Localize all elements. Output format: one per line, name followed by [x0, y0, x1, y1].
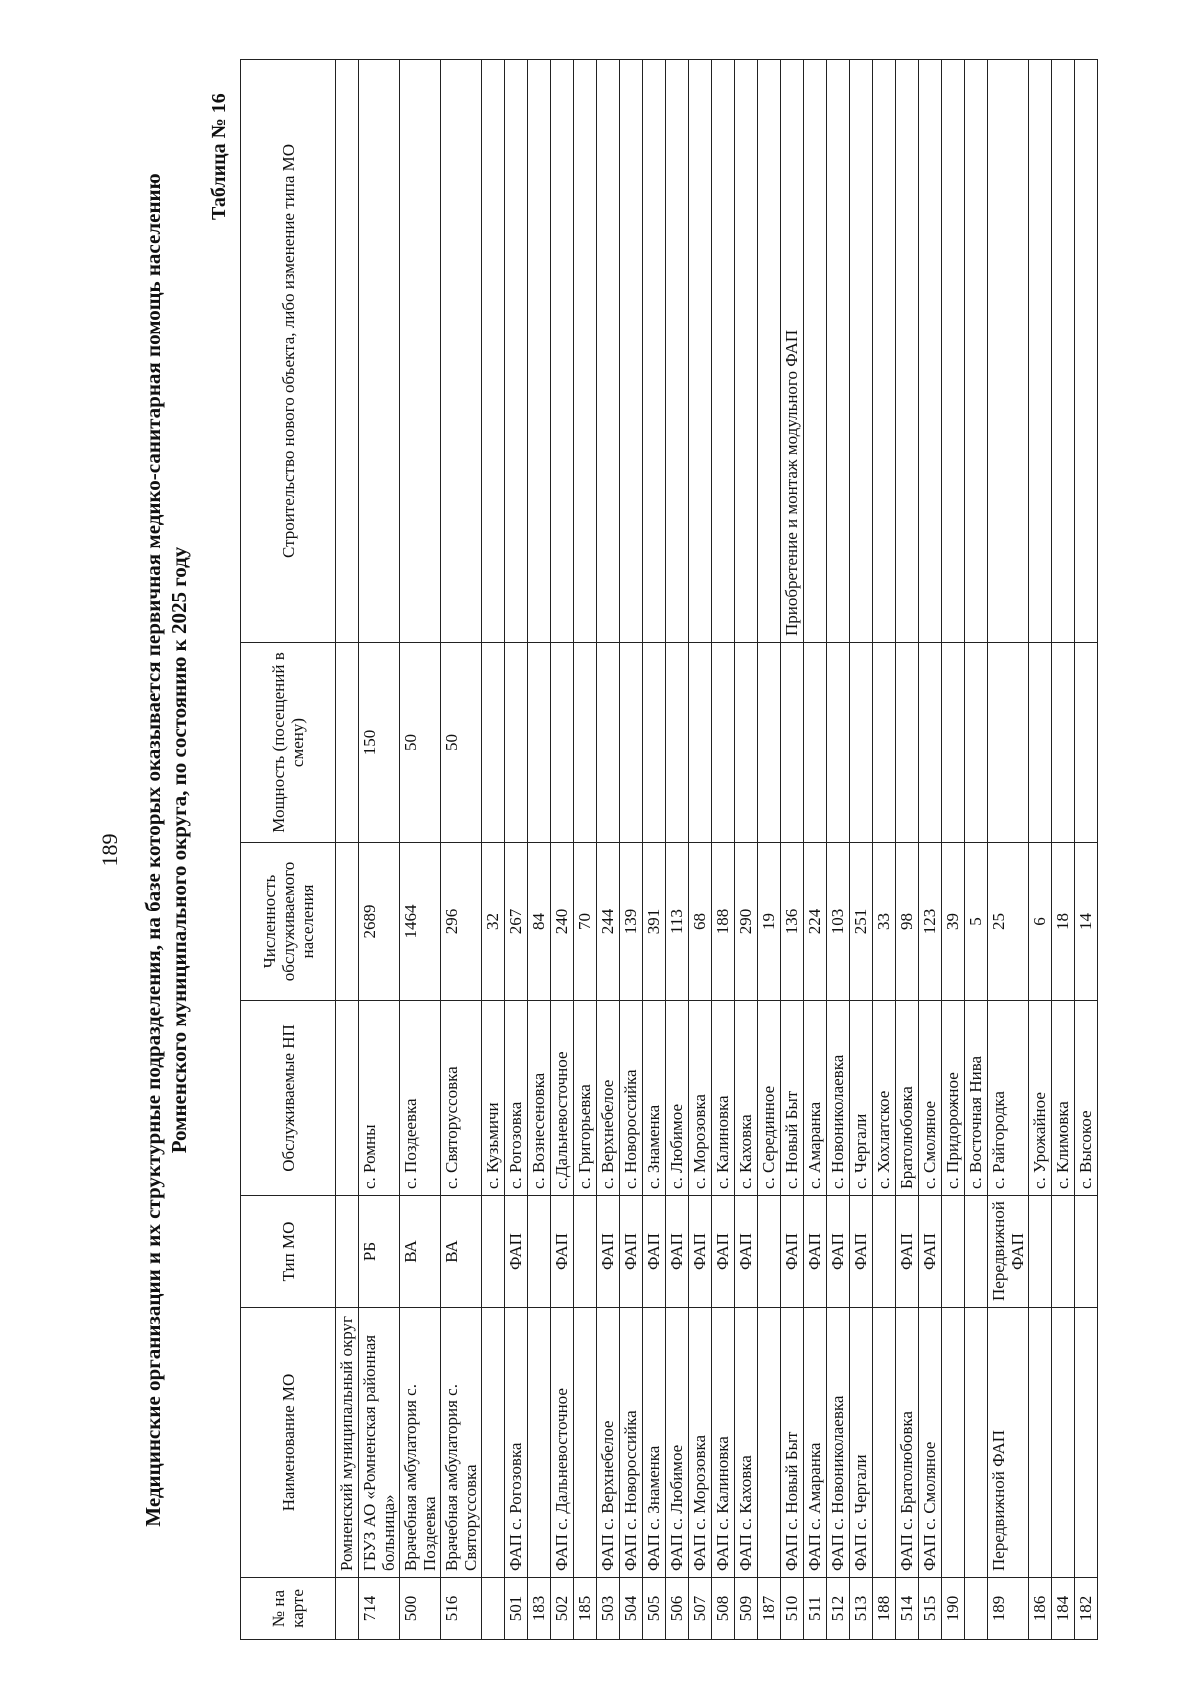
- row-population: 251: [850, 843, 873, 1001]
- row-settlement: с.Дальневосточное: [551, 1001, 574, 1196]
- row-capacity: [896, 643, 919, 843]
- row-construction: [359, 60, 400, 643]
- table-row: [441, 60, 482, 1640]
- row-construction: [597, 60, 620, 643]
- table-row: [827, 60, 850, 1640]
- row-capacity: [1029, 643, 1052, 843]
- row-num: 513: [850, 1578, 873, 1640]
- header-num: № на карте: [241, 1578, 336, 1640]
- row-population: 296: [441, 843, 482, 1001]
- row-num: 509: [735, 1578, 758, 1640]
- table-row: [873, 60, 896, 1640]
- row-construction: [942, 60, 965, 643]
- header-capacity: Мощность (посещений в смену): [241, 643, 336, 843]
- row-type: ФАП: [735, 1196, 758, 1308]
- row-construction: [896, 60, 919, 643]
- row-capacity: [942, 643, 965, 843]
- row-population: 19: [758, 843, 781, 1001]
- table-row: [1075, 60, 1098, 1640]
- row-type: ФАП: [597, 1196, 620, 1308]
- header-name: Наименование МО: [241, 1308, 336, 1578]
- row-settlement: с. Климовка: [1052, 1001, 1075, 1196]
- row-population: 98: [896, 843, 919, 1001]
- row-type: ВА: [400, 1196, 441, 1308]
- row-population: 244: [597, 843, 620, 1001]
- row-settlement: с. Новониколаевка: [827, 1001, 850, 1196]
- row-name: ФАП с. Любимое: [666, 1308, 689, 1578]
- district-name: Ромненский муниципальный округ: [336, 1308, 359, 1578]
- row-settlement: с. Любимое: [666, 1001, 689, 1196]
- row-type: [1029, 1196, 1052, 1308]
- table-row: [597, 60, 620, 1640]
- table-row: [850, 60, 873, 1640]
- row-settlement: с. Новый Быт: [781, 1001, 804, 1196]
- table-row: [735, 60, 758, 1640]
- row-settlement: с. Райгородка: [988, 1001, 1029, 1196]
- row-num: 508: [712, 1578, 735, 1640]
- row-name: ФАП с. Амаранка: [804, 1308, 827, 1578]
- row-capacity: [988, 643, 1029, 843]
- table-row: [896, 60, 919, 1640]
- table-row: [758, 60, 781, 1640]
- row-type: [482, 1196, 505, 1308]
- row-capacity: [689, 643, 712, 843]
- row-population: 1464: [400, 843, 441, 1001]
- row-name: [758, 1308, 781, 1578]
- row-type: [942, 1196, 965, 1308]
- row-construction: [574, 60, 597, 643]
- row-type: ФАП: [712, 1196, 735, 1308]
- table-row: [1029, 60, 1052, 1640]
- row-population: 68: [689, 843, 712, 1001]
- row-capacity: [1075, 643, 1098, 843]
- row-settlement: с. Святоруссовка: [441, 1001, 482, 1196]
- row-type: ФАП: [666, 1196, 689, 1308]
- row-capacity: 50: [400, 643, 441, 843]
- table-row: [804, 60, 827, 1640]
- table-row: [505, 60, 528, 1640]
- row-settlement: с. Высокое: [1075, 1001, 1098, 1196]
- row-capacity: [528, 643, 551, 843]
- table-row: [942, 60, 965, 1640]
- row-type: [873, 1196, 896, 1308]
- row-num: 501: [505, 1578, 528, 1640]
- row-capacity: [735, 643, 758, 843]
- header-type: Тип МО: [241, 1196, 336, 1308]
- page-number: 189: [97, 833, 122, 867]
- row-type: ФАП: [827, 1196, 850, 1308]
- row-type: [574, 1196, 597, 1308]
- table-row: [1052, 60, 1075, 1640]
- row-num: [965, 1578, 988, 1640]
- row-population: 18: [1052, 843, 1075, 1001]
- row-num: 714: [359, 1578, 400, 1640]
- row-capacity: [758, 643, 781, 843]
- row-num: 184: [1052, 1578, 1075, 1640]
- row-settlement: с. Ромны: [359, 1001, 400, 1196]
- row-name: [1029, 1308, 1052, 1578]
- row-type: ФАП: [551, 1196, 574, 1308]
- row-construction: [666, 60, 689, 643]
- table-row: [400, 60, 441, 1640]
- row-settlement: с. Григорьевка: [574, 1001, 597, 1196]
- row-construction: [919, 60, 942, 643]
- row-settlement: с. Хохлатское: [873, 1001, 896, 1196]
- row-settlement: с. Восточная Нива: [965, 1001, 988, 1196]
- row-type: ФАП: [919, 1196, 942, 1308]
- row-num: 503: [597, 1578, 620, 1640]
- row-capacity: [850, 643, 873, 843]
- row-settlement: с. Кузьмичи: [482, 1001, 505, 1196]
- header-construction: Строительство нового объекта, либо изменение типа МО: [241, 60, 336, 643]
- row-capacity: [804, 643, 827, 843]
- row-population: 84: [528, 843, 551, 1001]
- row-type: [1052, 1196, 1075, 1308]
- row-name: Врачебная амбулатория с. Святоруссовка: [441, 1308, 482, 1578]
- row-num: 500: [400, 1578, 441, 1640]
- row-construction: [1052, 60, 1075, 643]
- row-type: ФАП: [620, 1196, 643, 1308]
- row-construction: [965, 60, 988, 643]
- row-construction: [804, 60, 827, 643]
- document-title: Медицинские организации и их структурные подразделения, на базе которых оказывается первичная медико-санитарная помощь населению Ромненского муниципального округа, по состоянию к 2025 году: [141, 173, 191, 1527]
- row-population: 188: [712, 843, 735, 1001]
- row-num: 190: [942, 1578, 965, 1640]
- row-population: 224: [804, 843, 827, 1001]
- table-row: [620, 60, 643, 1640]
- row-num: 514: [896, 1578, 919, 1640]
- row-name: [873, 1308, 896, 1578]
- row-population: 290: [735, 843, 758, 1001]
- row-population: 2689: [359, 843, 400, 1001]
- row-capacity: [505, 643, 528, 843]
- table-row: [781, 60, 804, 1640]
- row-settlement: с. Каховка: [735, 1001, 758, 1196]
- row-construction: [1029, 60, 1052, 643]
- row-name: ФАП с. Каховка: [735, 1308, 758, 1578]
- table-row: [551, 60, 574, 1640]
- row-population: 103: [827, 843, 850, 1001]
- row-construction: [873, 60, 896, 643]
- row-construction: [988, 60, 1029, 643]
- table-row: [919, 60, 942, 1640]
- row-name: ФАП с. Верхнебелое: [597, 1308, 620, 1578]
- row-capacity: 50: [441, 643, 482, 843]
- row-settlement: с. Калиновка: [712, 1001, 735, 1196]
- row-construction: [505, 60, 528, 643]
- table-row: [666, 60, 689, 1640]
- row-construction: [441, 60, 482, 643]
- row-name: ФАП с. Смоляное: [919, 1308, 942, 1578]
- row-settlement: с. Новороссийка: [620, 1001, 643, 1196]
- row-population: 6: [1029, 843, 1052, 1001]
- row-num: 512: [827, 1578, 850, 1640]
- row-num: 182: [1075, 1578, 1098, 1640]
- row-population: 39: [942, 843, 965, 1001]
- table-row: [359, 60, 400, 1640]
- facilities-table: [240, 59, 1098, 1640]
- row-num: 506: [666, 1578, 689, 1640]
- row-capacity: [643, 643, 666, 843]
- row-population: 267: [505, 843, 528, 1001]
- row-settlement: с. Морозовка: [689, 1001, 712, 1196]
- row-type: РБ: [359, 1196, 400, 1308]
- row-construction: [551, 60, 574, 643]
- row-num: 183: [528, 1578, 551, 1640]
- row-capacity: [712, 643, 735, 843]
- row-population: 33: [873, 843, 896, 1001]
- row-name: [1052, 1308, 1075, 1578]
- row-name: [965, 1308, 988, 1578]
- row-capacity: [620, 643, 643, 843]
- row-name: ФАП с. Новороссийка: [620, 1308, 643, 1578]
- row-settlement: с. Вознесеновка: [528, 1001, 551, 1196]
- row-num: 189: [988, 1578, 1029, 1640]
- row-settlement: с. Смоляное: [919, 1001, 942, 1196]
- row-name: ГБУЗ АО «Ромненская районная больница»: [359, 1308, 400, 1578]
- row-type: ФАП: [505, 1196, 528, 1308]
- row-construction: [643, 60, 666, 643]
- row-construction: [528, 60, 551, 643]
- row-name: [482, 1308, 505, 1578]
- row-name: ФАП с. Знаменка: [643, 1308, 666, 1578]
- row-type: [965, 1196, 988, 1308]
- row-settlement: с. Поздеевка: [400, 1001, 441, 1196]
- row-num: 507: [689, 1578, 712, 1640]
- table-row: [574, 60, 597, 1640]
- row-type: ВА: [441, 1196, 482, 1308]
- row-name: ФАП с. Калиновка: [712, 1308, 735, 1578]
- row-num: 502: [551, 1578, 574, 1640]
- row-population: 123: [919, 843, 942, 1001]
- row-population: 5: [965, 843, 988, 1001]
- row-construction: [620, 60, 643, 643]
- row-construction: [400, 60, 441, 643]
- row-type: [758, 1196, 781, 1308]
- row-population: 25: [988, 843, 1029, 1001]
- row-settlement: с. Рогозовка: [505, 1001, 528, 1196]
- row-name: Врачебная амбулатория с. Поздеевка: [400, 1308, 441, 1578]
- district-row: [336, 60, 359, 1640]
- row-population: 113: [666, 843, 689, 1001]
- row-construction: Приобретение и монтаж модульного ФАП: [781, 60, 804, 643]
- row-type: [528, 1196, 551, 1308]
- table-row: [988, 60, 1029, 1640]
- row-name: ФАП с. Дальневосточное: [551, 1308, 574, 1578]
- table-row: [712, 60, 735, 1640]
- row-settlement: с. Серединное: [758, 1001, 781, 1196]
- table-row: [689, 60, 712, 1640]
- row-num: 187: [758, 1578, 781, 1640]
- row-name: Передвижной ФАП: [988, 1308, 1029, 1578]
- row-num: 516: [441, 1578, 482, 1640]
- table-label: Таблица № 16: [208, 93, 230, 220]
- row-settlement: с. Верхнебелое: [597, 1001, 620, 1196]
- row-construction: [482, 60, 505, 643]
- row-name: ФАП с. Братолюбовка: [896, 1308, 919, 1578]
- row-num: [482, 1578, 505, 1640]
- row-num: 186: [1029, 1578, 1052, 1640]
- row-capacity: [551, 643, 574, 843]
- row-capacity: [827, 643, 850, 843]
- row-capacity: [1052, 643, 1075, 843]
- table-row: [482, 60, 505, 1640]
- table-row: [528, 60, 551, 1640]
- row-settlement: с. Урожайное: [1029, 1001, 1052, 1196]
- row-population: 240: [551, 843, 574, 1001]
- row-type: ФАП: [643, 1196, 666, 1308]
- row-name: [1075, 1308, 1098, 1578]
- row-capacity: [873, 643, 896, 843]
- row-settlement: Братолюбовка: [896, 1001, 919, 1196]
- row-name: ФАП с. Новониколаевка: [827, 1308, 850, 1578]
- row-name: ФАП с. Новый Быт: [781, 1308, 804, 1578]
- row-capacity: 150: [359, 643, 400, 843]
- row-capacity: [574, 643, 597, 843]
- row-type: ФАП: [781, 1196, 804, 1308]
- row-settlement: с. Амаранка: [804, 1001, 827, 1196]
- row-name: [574, 1308, 597, 1578]
- row-name: [942, 1308, 965, 1578]
- row-construction: [827, 60, 850, 643]
- row-num: 515: [919, 1578, 942, 1640]
- row-name: ФАП с. Рогозовка: [505, 1308, 528, 1578]
- row-construction: [1075, 60, 1098, 643]
- row-population: 14: [1075, 843, 1098, 1001]
- row-population: 391: [643, 843, 666, 1001]
- row-population: 32: [482, 843, 505, 1001]
- row-num: 188: [873, 1578, 896, 1640]
- row-num: 504: [620, 1578, 643, 1640]
- row-population: 136: [781, 843, 804, 1001]
- row-capacity: [666, 643, 689, 843]
- row-type: [1075, 1196, 1098, 1308]
- row-name: ФАП с. Чергали: [850, 1308, 873, 1578]
- row-population: 139: [620, 843, 643, 1001]
- row-capacity: [482, 643, 505, 843]
- row-num: 185: [574, 1578, 597, 1640]
- row-name: [528, 1308, 551, 1578]
- table-row: [965, 60, 988, 1640]
- row-construction: [712, 60, 735, 643]
- row-construction: [735, 60, 758, 643]
- row-name: ФАП с. Морозовка: [689, 1308, 712, 1578]
- row-capacity: [781, 643, 804, 843]
- row-num: 511: [804, 1578, 827, 1640]
- row-construction: [689, 60, 712, 643]
- row-capacity: [919, 643, 942, 843]
- row-settlement: с. Чергали: [850, 1001, 873, 1196]
- table-row: [643, 60, 666, 1640]
- row-settlement: с. Придорожное: [942, 1001, 965, 1196]
- row-construction: [758, 60, 781, 643]
- row-capacity: [965, 643, 988, 843]
- row-type: ФАП: [804, 1196, 827, 1308]
- row-construction: [850, 60, 873, 643]
- row-type: ФАП: [850, 1196, 873, 1308]
- row-num: 505: [643, 1578, 666, 1640]
- header-settlements: Обслуживаемые НП: [241, 1001, 336, 1196]
- row-type: ФАП: [896, 1196, 919, 1308]
- row-capacity: [597, 643, 620, 843]
- row-type: ФАП: [689, 1196, 712, 1308]
- row-settlement: с. Знаменка: [643, 1001, 666, 1196]
- header-population: Численность обслуживаемого населения: [241, 843, 336, 1001]
- row-type: Передвижной ФАП: [988, 1196, 1029, 1308]
- row-num: 510: [781, 1578, 804, 1640]
- row-population: 70: [574, 843, 597, 1001]
